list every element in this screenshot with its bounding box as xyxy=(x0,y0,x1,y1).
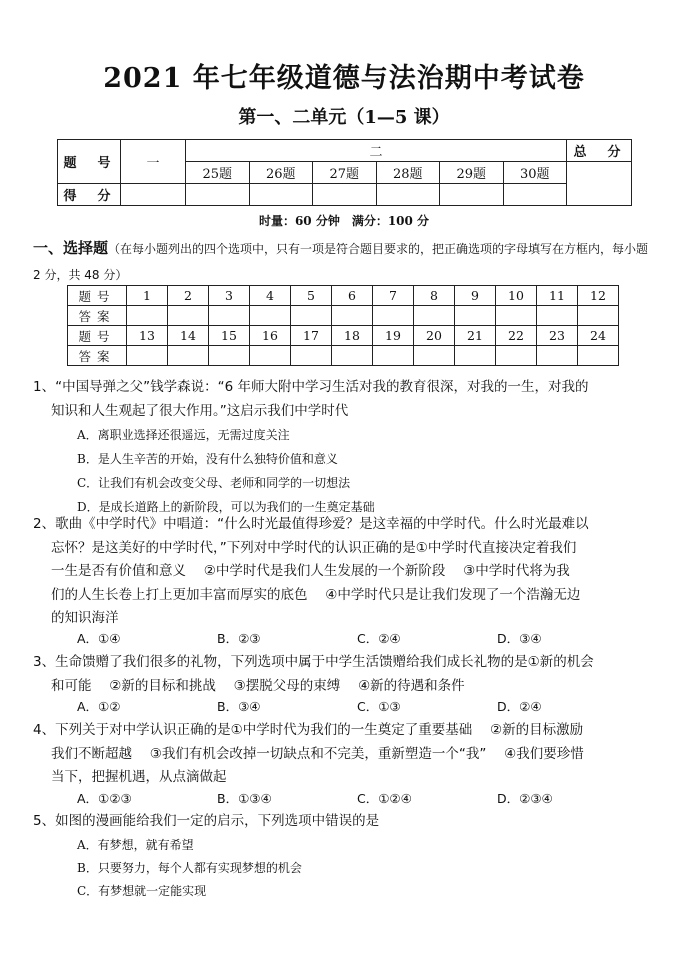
question-number: 21 xyxy=(455,326,496,346)
answer-cell[interactable] xyxy=(168,346,209,366)
score-cell[interactable] xyxy=(249,184,313,206)
score-table-item: 29题 xyxy=(440,162,504,184)
exam-subtitle: 第一、二单元（1—5 课） xyxy=(238,107,450,128)
question-number: 8 xyxy=(414,286,455,306)
question-number: 11 xyxy=(537,286,578,306)
question-number: 12 xyxy=(578,286,619,306)
answer-cell[interactable] xyxy=(332,346,373,366)
option-a[interactable]: A．离职业选择还很遥远，无需过度关注 xyxy=(77,428,290,442)
option-d[interactable]: D．③④ xyxy=(497,631,542,646)
question-number: 9 xyxy=(455,286,496,306)
section-title: 一、选择题 xyxy=(33,239,109,257)
question-number: 24 xyxy=(578,326,619,346)
score-table-part-one: 一 xyxy=(121,140,186,184)
score-table-total-label: 总 分 xyxy=(567,140,632,162)
answer-cell[interactable] xyxy=(414,306,455,326)
question-5 xyxy=(33,810,658,834)
option-a[interactable]: A．①② xyxy=(77,699,121,714)
question-number: 16 xyxy=(250,326,291,346)
score-table-item: 28题 xyxy=(376,162,440,184)
answer-table-row xyxy=(68,306,619,326)
exam-info: 时量：60 分钟 满分：100 分 xyxy=(258,214,430,228)
question-number: 20 xyxy=(414,326,455,346)
question-number: 1 xyxy=(127,286,168,306)
question-number: 17 xyxy=(291,326,332,346)
question-stem-line: 的知识海洋 xyxy=(51,610,119,626)
option-c[interactable]: C．①②④ xyxy=(357,791,412,806)
score-cell-total[interactable] xyxy=(567,162,632,206)
answer-cell[interactable] xyxy=(496,306,537,326)
answer-cell[interactable] xyxy=(578,346,619,366)
answer-cell[interactable] xyxy=(332,306,373,326)
option-d[interactable]: D．②④ xyxy=(497,699,542,714)
question-4 xyxy=(33,719,658,790)
option-b[interactable]: B．③④ xyxy=(217,699,261,714)
option-a[interactable]: A．有梦想，就有希望 xyxy=(77,838,194,852)
answer-cell[interactable] xyxy=(168,306,209,326)
score-cell[interactable] xyxy=(503,184,567,206)
option-a[interactable]: A．①②③ xyxy=(77,791,132,806)
score-table-item: 27题 xyxy=(313,162,377,184)
question-2 xyxy=(33,513,658,631)
question-stem-line: 们的人生长卷上打上更加丰富而厚实的底色 ④中学时代只是让我们发现了一个浩瀚无边 xyxy=(51,586,581,603)
question-number: 3 xyxy=(209,286,250,306)
option-c[interactable]: C．①③ xyxy=(357,699,401,714)
answer-table-answer-label: 答案 xyxy=(68,306,127,326)
score-table-item: 26题 xyxy=(249,162,313,184)
answer-cell[interactable] xyxy=(537,346,578,366)
score-table-question-label: 题 号 xyxy=(58,140,121,184)
answer-cell[interactable] xyxy=(127,346,168,366)
question-number: 13 xyxy=(127,326,168,346)
answer-cell[interactable] xyxy=(373,306,414,326)
score-table-item: 25题 xyxy=(186,162,250,184)
answer-cell[interactable] xyxy=(537,306,578,326)
answer-cell[interactable] xyxy=(455,346,496,366)
score-cell[interactable] xyxy=(186,184,250,206)
question-stem-line: 一生是否有价值和意义 ②中学时代是我们人生发展的一个新阶段 ③中学时代将为我 xyxy=(51,563,570,579)
answer-cell[interactable] xyxy=(250,346,291,366)
question-number: 5 xyxy=(291,286,332,306)
answer-table-question-label: 题号 xyxy=(68,326,127,346)
score-cell[interactable] xyxy=(376,184,440,206)
score-table-part-two: 二 xyxy=(186,140,567,162)
score-cell[interactable] xyxy=(440,184,504,206)
score-table-score-label: 得 分 xyxy=(58,184,121,206)
option-a[interactable]: A．①④ xyxy=(77,631,121,646)
question-number: 10 xyxy=(496,286,537,306)
answer-cell[interactable] xyxy=(209,346,250,366)
option-c[interactable]: C．有梦想就一定能实现 xyxy=(77,884,207,898)
question-1 xyxy=(33,376,658,423)
answer-table-answer-label: 答案 xyxy=(68,346,127,366)
option-c[interactable]: C．②④ xyxy=(357,631,401,646)
question-stem-line: 忘怀？是这美好的中学时代，”下列对中学时代的认识正确的是①中学时代直接决定着我们 xyxy=(51,539,577,556)
answer-cell[interactable] xyxy=(291,346,332,366)
score-table xyxy=(57,139,632,206)
option-b[interactable]: B．只要努力，每个人都有实现梦想的机会 xyxy=(77,861,302,875)
question-stem-line: 知识和人生观起了很大作用。”这启示我们中学时代 xyxy=(51,402,349,419)
score-cell[interactable] xyxy=(313,184,377,206)
section-one-heading xyxy=(33,236,653,288)
question-stem-line: 3、生命馈赠了我们很多的礼物，下列选项中属于中学生活馈赠给我们成长礼物的是①新的机会 xyxy=(33,654,594,670)
section-note: （在每小题列出的四个选项中，只有一项是符合题目要求的，把正确选项的字母填写在方框内，每小题 2 分，共 48 分） xyxy=(33,242,649,282)
question-3 xyxy=(33,651,658,698)
question-stem-line: 1、“中国导弹之父”钱学森说：“6 年师大附中学习生活对我的教育很深，对我的一生，对我的 xyxy=(33,379,589,395)
option-c[interactable]: C．让我们有机会改变父母、老师和同学的一切想法 xyxy=(77,476,351,490)
score-cell[interactable] xyxy=(121,184,186,206)
answer-cell[interactable] xyxy=(578,306,619,326)
question-number: 23 xyxy=(537,326,578,346)
question-number: 19 xyxy=(373,326,414,346)
answer-cell[interactable] xyxy=(291,306,332,326)
question-number: 4 xyxy=(250,286,291,306)
question-number: 2 xyxy=(168,286,209,306)
question-stem-line: 和可能 ②新的目标和挑战 ③摆脱父母的束缚 ④新的待遇和条件 xyxy=(51,677,465,694)
answer-cell[interactable] xyxy=(373,346,414,366)
option-b[interactable]: B．是人生辛苦的开始，没有什么独特价值和意义 xyxy=(77,452,338,466)
question-stem-line: 我们不断超越 ③我们有机会改掉一切缺点和不完美，重新塑造一个“我” ④我们要珍惜 xyxy=(51,745,584,762)
question-number: 14 xyxy=(168,326,209,346)
question-stem-line: 当下，把握机遇，从点滴做起 xyxy=(51,769,227,785)
answer-table-row xyxy=(68,346,619,366)
option-d[interactable]: D．是成长道路上的新阶段，可以为我们的一生奠定基础 xyxy=(77,500,375,514)
answer-table xyxy=(67,285,619,366)
score-table-item: 30题 xyxy=(503,162,567,184)
option-b[interactable]: B．①③④ xyxy=(217,791,272,806)
option-d[interactable]: D．②③④ xyxy=(497,791,553,806)
answer-cell[interactable] xyxy=(250,306,291,326)
question-number: 6 xyxy=(332,286,373,306)
answer-cell[interactable] xyxy=(496,346,537,366)
question-number: 22 xyxy=(496,326,537,346)
answer-cell[interactable] xyxy=(455,306,496,326)
question-stem-line: 4、下列关于对中学认识正确的是①中学时代为我们的一生奠定了重要基础 ②新的目标激励 xyxy=(33,722,584,738)
answer-cell[interactable] xyxy=(127,306,168,326)
answer-table-row xyxy=(68,286,619,306)
answer-table-row xyxy=(68,326,619,346)
option-b[interactable]: B．②③ xyxy=(217,631,261,646)
answer-table-question-label: 题号 xyxy=(68,286,127,306)
answer-cell[interactable] xyxy=(414,346,455,366)
question-stem-line: 5、如图的漫画能给我们一定的启示，下列选项中错误的是 xyxy=(33,813,380,829)
exam-title: 2021 年七年级道德与法治期中考试卷 xyxy=(103,63,585,94)
question-number: 7 xyxy=(373,286,414,306)
question-number: 18 xyxy=(332,326,373,346)
answer-cell[interactable] xyxy=(209,306,250,326)
question-number: 15 xyxy=(209,326,250,346)
question-stem-line: 2、歌曲《中学时代》中唱道：“什么时光最值得珍爱？是这幸福的中学时代。什么时光最难以 xyxy=(33,516,589,532)
